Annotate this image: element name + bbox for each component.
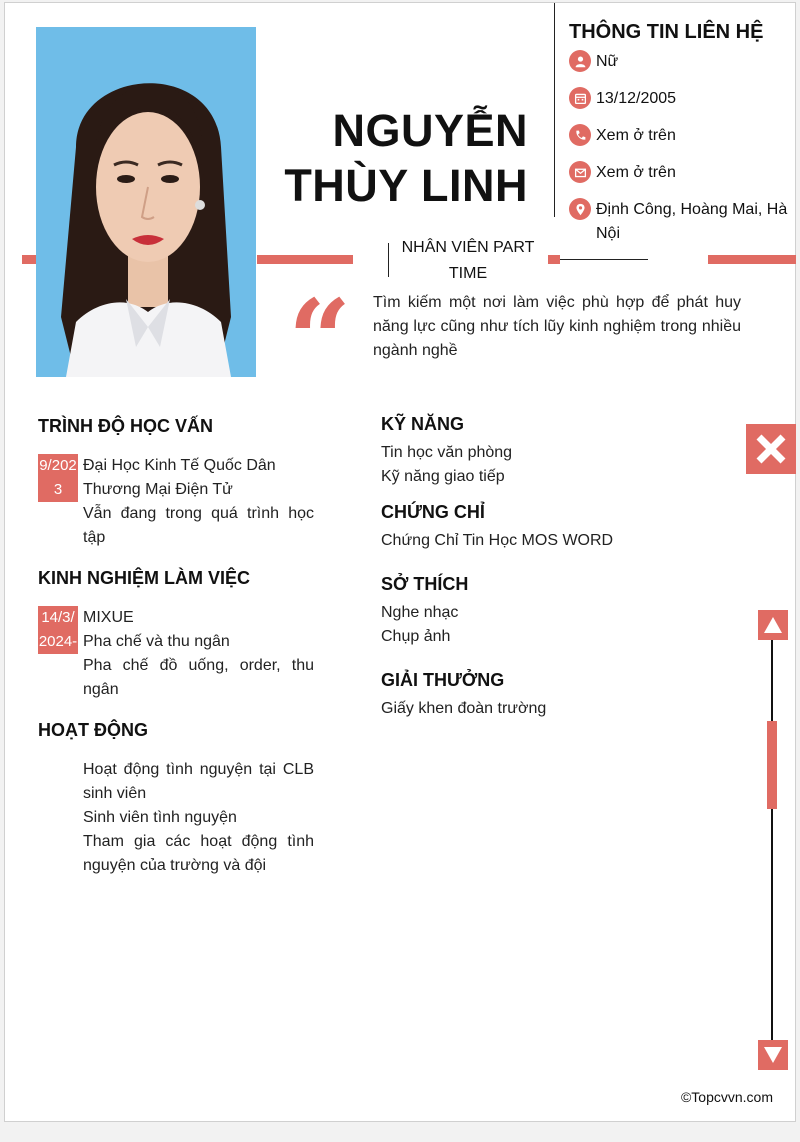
job-title-line-2: TIME [448, 265, 488, 282]
accent-bar-right [708, 255, 796, 264]
experience-title: KINH NGHIỆM LÀM VIỆC [38, 568, 251, 588]
education-title: TRÌNH ĐỘ HỌC VẤN [38, 416, 213, 436]
hobbies-list [381, 601, 458, 649]
close-icon [753, 431, 789, 467]
profile-photo [36, 27, 256, 377]
experience-position: Pha chế và thu ngân [83, 633, 230, 650]
contact-gender [569, 50, 791, 74]
skills-list [381, 441, 512, 489]
contact-phone [569, 124, 791, 148]
contact-title: THÔNG TIN LIÊN HỆ [569, 21, 764, 43]
hobbies-title: SỞ THÍCH [381, 574, 469, 594]
activities-title: HOẠT ĐỘNG [38, 720, 148, 740]
experience-details [83, 606, 314, 702]
education-major: Thương Mại Điện Tử [83, 481, 233, 498]
phone-icon [569, 124, 591, 146]
contact-birthday [569, 87, 791, 111]
contact-address [569, 198, 791, 246]
education-date [38, 454, 78, 502]
scroll-track[interactable] [771, 640, 773, 1042]
user-icon [569, 50, 591, 72]
birthday-value: 13/12/2005 [596, 90, 677, 107]
accent-bar-small [548, 255, 560, 264]
accent-bar-left [22, 255, 36, 264]
job-title-line-1: NHÂN VIÊN PART [401, 239, 535, 256]
address-value: Định Công, Hoàng Mai, Hà Nội [596, 201, 788, 242]
skill-item: Kỹ năng giao tiếp [381, 468, 505, 485]
certificate-item: Chứng Chỉ Tin Học MOS WORD [381, 532, 614, 549]
job-title-divider [388, 243, 389, 277]
contact-divider [554, 3, 555, 217]
skill-item: Tin học văn phòng [381, 444, 513, 461]
certificates-list [381, 529, 613, 553]
scroll-thumb[interactable] [767, 721, 777, 809]
hobby-item: Chụp ảnh [381, 628, 451, 645]
award-item: Giấy khen đoàn trường [381, 700, 547, 717]
activity-item: Tham gia các hoạt động tình nguyện của trường và đội [83, 833, 314, 874]
scroll-down-button[interactable] [758, 1040, 788, 1070]
cv-page [4, 2, 796, 1122]
mail-icon [569, 161, 591, 183]
education-school: Đại Học Kinh Tế Quốc Dân [83, 457, 276, 474]
arrow-up-icon [762, 615, 784, 635]
activities-list [83, 758, 314, 878]
footer-credit: ©Topcvvn.com [680, 1089, 773, 1105]
contact-email [569, 161, 791, 185]
awards-title: GIẢI THƯỞNG [381, 670, 505, 690]
phone-value: Xem ở trên [596, 127, 676, 144]
location-icon [569, 198, 591, 220]
hobby-item: Nghe nhạc [381, 604, 459, 621]
certificates-title: CHỨNG CHỈ [381, 502, 485, 522]
job-title [393, 235, 543, 287]
experience-date-text: 14/3/2024- [38, 609, 78, 650]
experience-description: Pha chế đồ uống, order, thu ngân [83, 657, 314, 698]
name-line-2: THÙY LINH [284, 160, 528, 211]
career-objective: Tìm kiếm một nơi làm việc phù hợp để phát huy năng lực cũng như tích lũy kinh nghiệm trong nhiều ngành nghề [373, 294, 741, 359]
accent-bar-mid [257, 255, 353, 264]
name-line-1: NGUYỄN [332, 105, 528, 156]
job-title-underline [560, 259, 648, 260]
activity-item: Hoạt động tình nguyện tại CLB sinh viên [83, 761, 314, 802]
skills-title: KỸ NĂNG [381, 414, 465, 434]
arrow-down-icon [762, 1045, 784, 1065]
calendar-icon [569, 87, 591, 109]
education-note: Vẫn đang trong quá trình học tập [83, 505, 314, 546]
education-date-text: 9/2023 [39, 457, 77, 498]
gender-value: Nữ [596, 53, 619, 70]
awards-list [381, 697, 546, 721]
scroll-up-button[interactable] [758, 610, 788, 640]
experience-date [38, 606, 78, 654]
candidate-name [284, 103, 528, 213]
education-details [83, 454, 314, 550]
activity-item: Sinh viên tình nguyện [83, 809, 237, 826]
email-value: Xem ở trên [596, 164, 676, 181]
close-button[interactable] [746, 424, 796, 474]
experience-company: MIXUE [83, 609, 134, 626]
quote-icon: “ [288, 275, 352, 404]
